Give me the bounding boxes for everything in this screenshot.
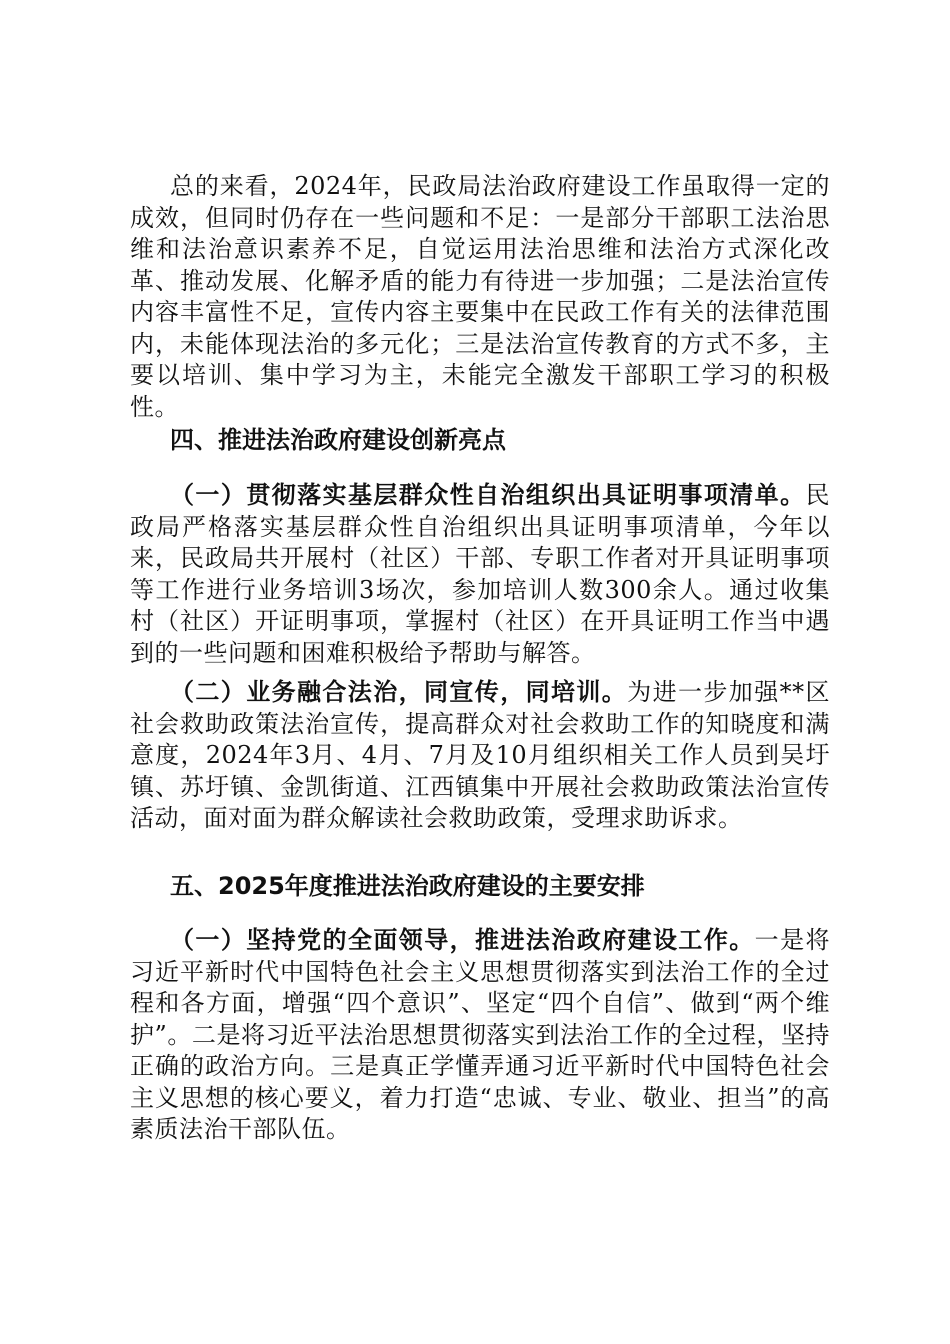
paragraph-4-2-body: 为进一步加强**区社会救助政策法治宣传，提高群众对社会救助工作的知晓度和满意度，2024年3月、4月、7月及10月组织相关工作人员到吴圩镇、苏圩镇、金凯街道、江西镇集中开展社会救助政策法治宣传活动，面对面为群众解读社会救助政策，受理求助诉求。 bbox=[130, 678, 831, 832]
paragraph-summary: 总的来看，2024年，民政局法治政府建设工作虽取得一定的成效，但同时仍存在一些问题和不足：一是部分干部职工法治思维和法治意识素养不足，自觉运用法治思维和法治方式深化改革、推动发展、化解矛盾的能力有待进一步加强；二是法治宣传内容丰富性不足，宣传内容主要集中在民政工作有关的法律范围内，未能体现法治的多元化；三是法治宣传教育的方式不多，主要以培训、集中学习为主，未能完全激发干部职工学习的积极性。 bbox=[130, 172, 830, 421]
section-heading-4: 四、推进法治政府建设创新亮点 bbox=[170, 426, 506, 454]
paragraph-4-2 bbox=[130, 676, 830, 835]
paragraph-5-1-body: 一是将习近平新时代中国特色社会主义思想贯彻落实到法治工作的全过程和各方面，增强“四个意识”、坚定“四个自信”、做到“两个维护”。二是将习近平法治思想贯彻落实到法治工作的全过程，坚持正确的政治方向。三是真正学懂弄通习近平新时代中国特色社会主义思想的核心要义，着力打造“忠诚、专业、敬业、担当”的高素质法治干部队伍。 bbox=[130, 926, 831, 1143]
section-heading-5: 五、2025年度推进法治政府建设的主要安排 bbox=[170, 872, 645, 900]
paragraph-5-1 bbox=[130, 924, 830, 1146]
paragraph-5-1-lead: （一）坚持党的全面领导，推进法治政府建设工作。 bbox=[170, 925, 755, 954]
paragraph-4-2-lead: （二）业务融合法治，同宣传，同培训。 bbox=[170, 677, 628, 706]
paragraph-4-1 bbox=[130, 479, 830, 669]
paragraph-4-1-body: 民政局严格落实基层群众性自治组织出具证明事项清单，今年以来，民政局共开展村（社区）干部、专职工作者对开具证明事项等工作进行业务培训3场次，参加培训人数300余人。通过收集村（社区）开证明事项，掌握村（社区）在开具证明工作当中遇到的一些问题和困难积极给予帮助与解答。 bbox=[130, 481, 830, 667]
paragraph-4-1-lead: （一）贯彻落实基层群众性自治组织出具证明事项清单。 bbox=[170, 480, 806, 509]
